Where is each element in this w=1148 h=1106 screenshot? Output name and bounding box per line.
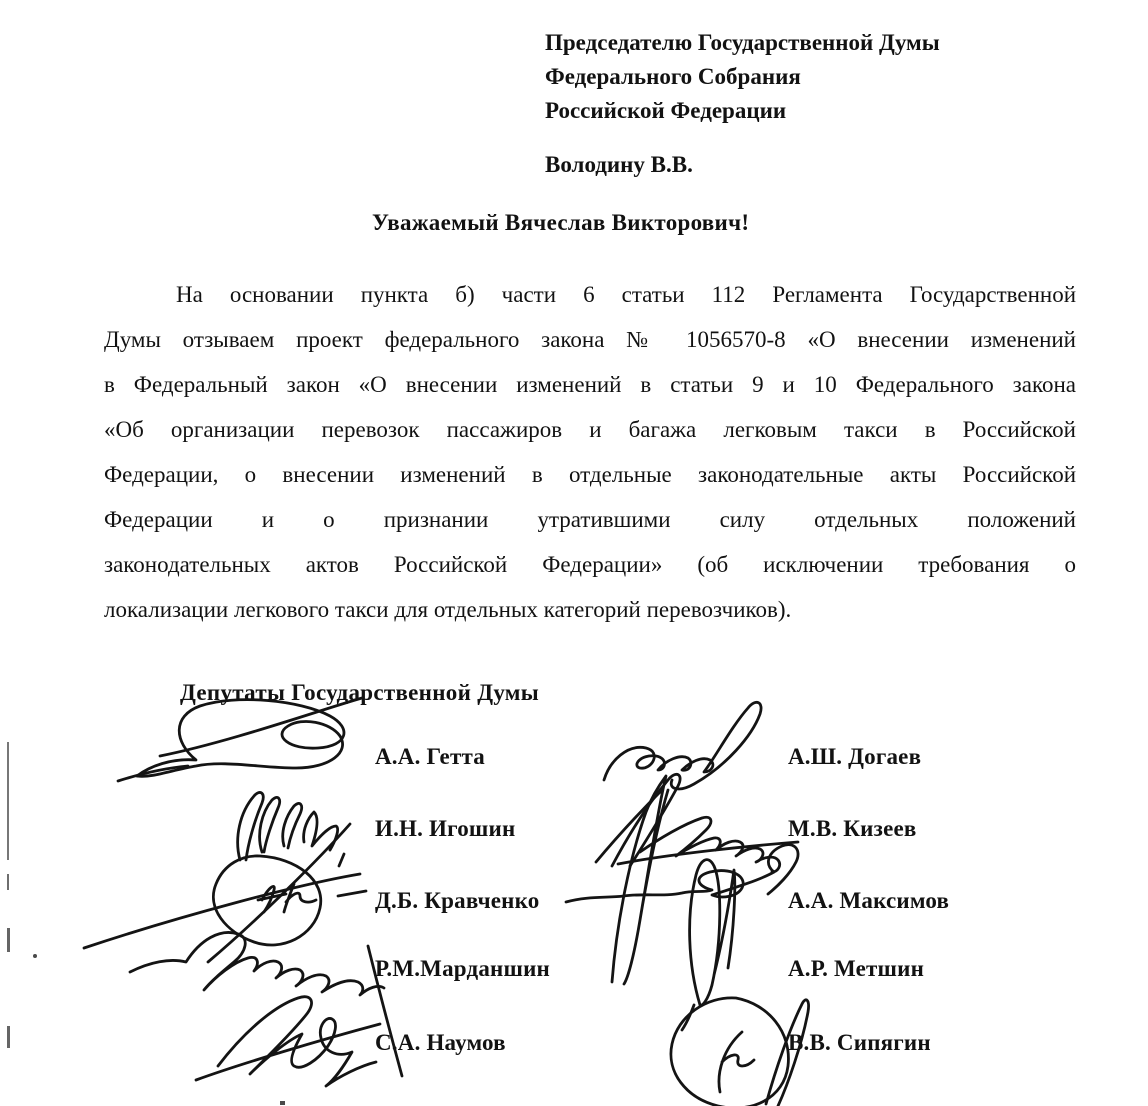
scan-artifact (7, 874, 9, 890)
signature-dogaev-icon (604, 702, 761, 789)
scan-artifact (7, 928, 10, 952)
recipient-block (545, 26, 940, 128)
signatories-heading: Депутаты Государственной Думы (180, 680, 540, 705)
signatory-name-mardanshin: Р.М.Марданшин (375, 956, 550, 981)
scan-artifact (280, 1101, 285, 1105)
body-line: Федерации и о признании утратившими силу отдельных положений (104, 507, 1076, 532)
body-line: На основании пункта б) части 6 статьи 112 Регламента Государственной (176, 282, 1076, 307)
body-line: в Федеральный закон «О внесении изменений в статьи 9 и 10 Федерального закона (104, 372, 1076, 397)
signatory-name-getta: А.А. Гетта (375, 744, 485, 769)
signatory-name-naumov: С.А. Наумов (375, 1030, 506, 1055)
signature-igoshin-icon (238, 792, 344, 866)
body-line: законодательных актов Российской Федерации» (об исключении требования о (104, 552, 1076, 577)
recipient-line-2: Федерального Собрания (545, 64, 801, 89)
recipient-line-3: Российской Федерации (545, 98, 787, 123)
scan-artifact (7, 1026, 10, 1048)
body-line: Думы отзываем проект федерального закона № 1056570-8 «О внесении изменений (104, 327, 1076, 352)
signature-kizeev-icon (612, 774, 680, 866)
signature-kravchenko-icon (213, 856, 320, 945)
signature-metshin-icon (682, 860, 735, 1030)
signature-maksimov-icon (596, 776, 668, 984)
recipient-line-1: Председателю Государственной Думы (545, 30, 940, 55)
signature-kravchenko-icon (84, 824, 366, 962)
signature-kravchenko-icon (258, 884, 316, 912)
signatory-name-metshin: А.Р. Метшин (788, 956, 925, 981)
body-line: локализации легкового такси для отдельных категорий перевозчиков). (104, 597, 792, 622)
signature-kizeev-icon (618, 817, 798, 872)
signatory-name-sipyagin: В.В. Сипягин (788, 1030, 931, 1055)
signature-maksimov-icon (566, 845, 798, 902)
signatory-name-maksimov: А.А. Максимов (788, 888, 950, 913)
scan-artifact (33, 954, 37, 958)
salutation: Уважаемый Вячеслав Викторович! (372, 210, 750, 235)
body-line: «Об организации перевозок пассажиров и багажа легковым такси в Российской (104, 417, 1076, 442)
signature-naumov-icon (196, 997, 380, 1086)
signature-getta-icon (137, 700, 344, 777)
addressee-name: Володину В.В. (545, 152, 693, 177)
signatory-name-igoshin: И.Н. Игошин (375, 816, 516, 841)
scan-artifact (7, 742, 9, 860)
signature-mardanshin-icon (130, 932, 384, 995)
signature-getta-icon (118, 698, 362, 781)
body-line: Федерации, о внесении изменений в отдельные законодательные акты Российской (104, 462, 1076, 487)
signatory-name-kizeev: М.В. Кизеев (788, 816, 917, 841)
signature-sipyagin-icon (671, 998, 788, 1106)
signatory-name-kravchenko: Д.Б. Кравченко (375, 888, 540, 913)
signatory-name-dogaev: А.Ш. Догаев (788, 744, 922, 769)
letter-body (104, 272, 1076, 632)
